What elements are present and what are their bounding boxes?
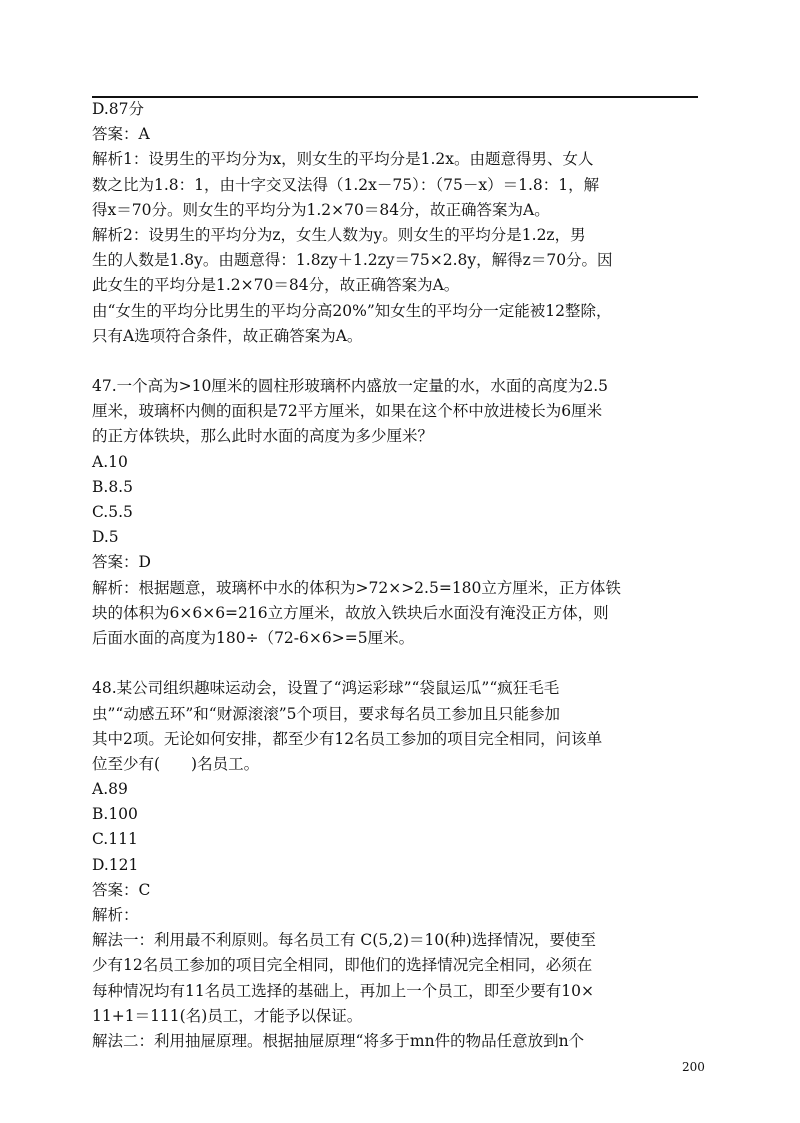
option-b: B.8.5 [92,477,133,496]
option-a: A.10 [92,452,128,471]
analysis-line: 由“女生的平均分比男生的平均分高20%”知女生的平均分一定能被12整除， [92,301,612,320]
question-stem-line: 其中2项。无论如何安排，都至少有12名员工参加的项目完全相同，问该单 [92,729,603,748]
page-number: 200 [682,1060,705,1074]
analysis-line: 每种情况均有11名员工选择的基础上，再加上一个员工，即至少要有10× [92,981,594,1000]
analysis-line: 生的人数是1.8y。由题意得：1.8zy＋1.2zy＝75×2.8y，解得z＝70分。因 [92,251,613,270]
option-c: C.5.5 [92,503,133,521]
option-d: D.5 [92,528,119,547]
question-stem-line: 的正方体铁块，那么此时水面的高度为多少厘米？ [92,427,434,446]
analysis-line: 解析2：设男生的平均分为z，女生人数为y。则女生的平均分是1.2z，男 [92,225,586,244]
analysis-line: 解析1：设男生的平均分为x，则女生的平均分是1.2x。由题意得男、女人 [92,150,594,169]
analysis-line: 得x＝70分。则女生的平均分为1.2×70＝84分，故正确答案为A。 [92,200,550,219]
analysis-line: 解析：根据题意，玻璃杯中水的体积为>72×>2.5=180立方厘米，正方体铁 [92,578,621,597]
question-stem-line: 47.一个高为>10厘米的圆柱形玻璃杯内盛放一定量的水，水面的高度为2.5 [92,377,609,396]
analysis-label: 解析： [92,906,139,924]
answer-line: 答案：C [92,880,151,899]
section-gap [92,349,704,374]
analysis-line: 后面水面的高度为180÷（72-6×6>=5厘米。 [92,628,415,647]
question-stem-line: 位至少有( )名员工。 [92,754,260,773]
section-gap [92,651,704,676]
analysis-line: 少有12名员工参加的项目完全相同，即他们的选择情况完全相同，必须在 [92,956,593,975]
question-stem-line: 虫”“动感五环”和“财源滚滚”5个项目，要求每名员工参加且只能参加 [92,704,560,723]
analysis-line: 数之比为1.8：1，由十字交叉法得（1.2x－75）：（75－x）＝1.8：1，解 [92,175,600,194]
analysis-line: 解法二：利用抽屉原理。根据抽屉原理“将多于mn件的物品任意放到n个 [92,1031,585,1050]
analysis-line: 块的体积为6×6×6=216立方厘米，故放入铁块后水面没有淹没正方体，则 [92,603,609,622]
answer-line: 答案：A [92,125,150,144]
option-b: B.100 [92,805,138,824]
question-stem-line: 48.某公司组织趣味运动会，设置了“鸿运彩球”“袋鼠运瓜”“疯狂毛毛 [92,679,560,698]
answer-line: 答案：D [92,553,151,572]
question-stem-line: 厘米，玻璃杯内侧的面积是72平方厘米，如果在这个杯中放进棱长为6厘米 [92,402,603,421]
page-content [92,97,704,1054]
analysis-line: 只有A选项符合条件，故正确答案为A。 [92,326,363,345]
option-a: A.89 [92,780,128,799]
analysis-line: 此女生的平均分是1.2×70＝84分，故正确答案为A。 [92,276,460,295]
analysis-line: 11+1＝111(名)员工，才能予以保证。 [92,1006,363,1025]
option-c: C.111 [92,830,138,849]
analysis-line: 解法一：利用最不利原则。每名员工有 C(5,2)＝10(种)选择情况，要使至 [92,931,596,950]
option-d: D.121 [92,855,139,874]
option-d: D.87分 [92,100,145,118]
